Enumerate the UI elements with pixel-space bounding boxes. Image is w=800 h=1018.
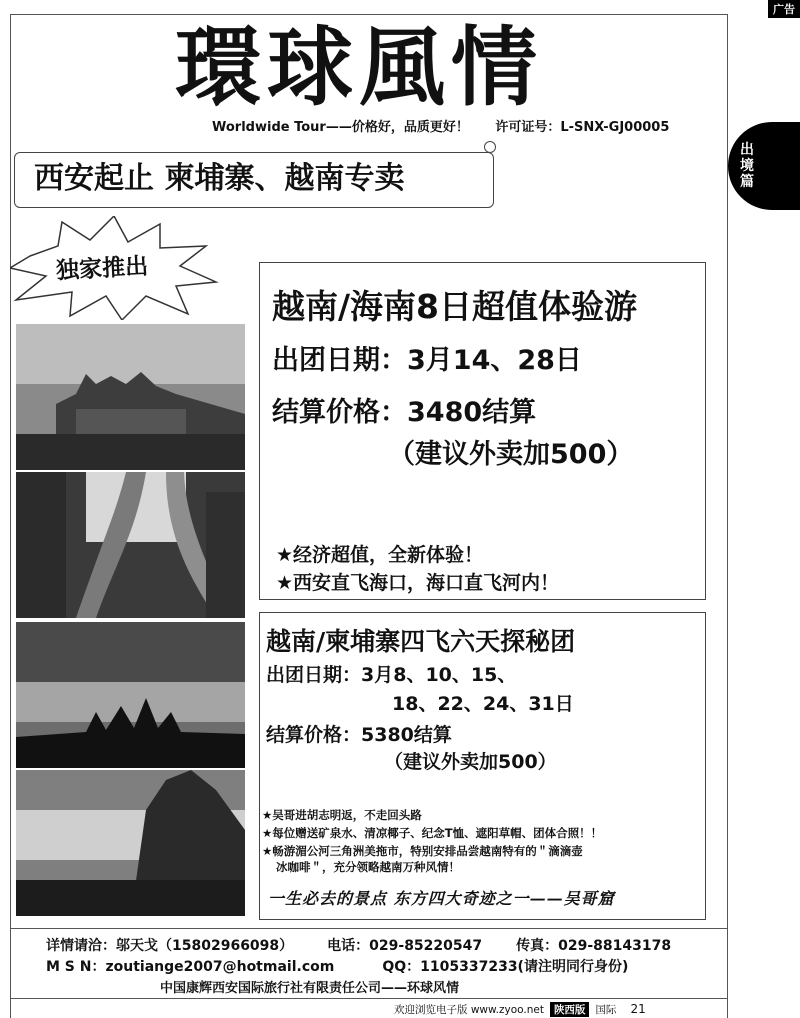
tour1-title: 越南/海南8日超值体验游 <box>272 287 638 326</box>
footer-msn-row <box>46 956 628 976</box>
section-name: 国际 <box>595 1004 617 1016</box>
temple-ruins-photo <box>16 324 245 470</box>
tour1-bullet: ★西安直飞海口，海口直飞河内！ <box>276 572 560 594</box>
starburst-text: 独家推出 <box>55 252 149 285</box>
phone-number: 电话：029-85220547 <box>327 938 483 954</box>
tour1-price: 结算价格：3480结算 <box>272 397 537 428</box>
tour2-note: ★每位赠送矿泉水、清凉椰子、纪念T恤、遮阳草帽、团体合照！！ <box>262 826 603 840</box>
tour2-slogan: 一生必去的景点 东方四大奇迹之一——吴哥窟 <box>268 889 615 908</box>
headline-banner-text: 西安起止 柬埔寨、越南专卖 <box>34 161 405 196</box>
company-name: 中国康辉西安国际旅行社有限责任公司——环球风情 <box>160 981 460 996</box>
brand-title: 環球風情 <box>175 17 543 118</box>
tree-roots-temple-photo <box>16 472 245 618</box>
ad-label: 广告 <box>768 0 800 18</box>
tour2-title: 越南/柬埔寨四飞六天探秘团 <box>266 627 576 656</box>
tour2-suggest: （建议外卖加500） <box>384 751 557 773</box>
edition-badge: 陕西版 <box>550 1002 590 1017</box>
section-tab <box>728 122 800 210</box>
bottom-divider <box>10 998 728 999</box>
tour1-bullet: ★经济超值，全新体验！ <box>276 544 484 566</box>
welcome-text: 欢迎浏览电子版 www.zyoo.net <box>394 1004 544 1016</box>
tour2-note: 冰咖啡＂，充分领略越南万种风情！ <box>276 860 460 874</box>
fax-number: 传真：029-88143178 <box>516 938 672 954</box>
contact-person: 详情请洽：邬天戈（15802966098） <box>46 938 294 954</box>
brand-subtitle-row <box>212 116 669 135</box>
brand-subtitle: Worldwide Tour——价格好，品质更好！ <box>212 120 469 135</box>
tour1-dates: 出团日期：3月14、28日 <box>272 345 582 376</box>
qq-account: QQ：1105337233(请注明同行身份) <box>382 959 629 975</box>
banner-pin <box>484 141 496 153</box>
tour2-note: ★吴哥进胡志明返，不走回头路 <box>262 808 422 822</box>
tour2-note: ★畅游湄公河三角洲美拖市，特别安排品尝越南特有的＂滴滴壶 <box>262 844 583 858</box>
section-tab-label: 出境篇 <box>740 142 754 190</box>
temple-sunset-photo <box>16 770 245 916</box>
tour2-dates-cont: 18、22、24、31日 <box>392 693 574 715</box>
tour2-price: 结算价格：5380结算 <box>266 724 452 746</box>
footer-divider <box>10 928 728 929</box>
msn-account: M S N：zoutiange2007@hotmail.com <box>46 959 335 975</box>
tour2-dates: 出团日期：3月8、10、15、 <box>266 664 517 686</box>
license-number: 许可证号：L-SNX-GJ00005 <box>495 120 670 135</box>
tour1-suggest: （建议外卖加500） <box>388 439 634 470</box>
bottom-bar <box>394 1002 646 1017</box>
page-number: 21 <box>630 1002 646 1016</box>
footer-contact-row <box>46 935 671 955</box>
angkor-silhouette-photo <box>16 622 245 768</box>
